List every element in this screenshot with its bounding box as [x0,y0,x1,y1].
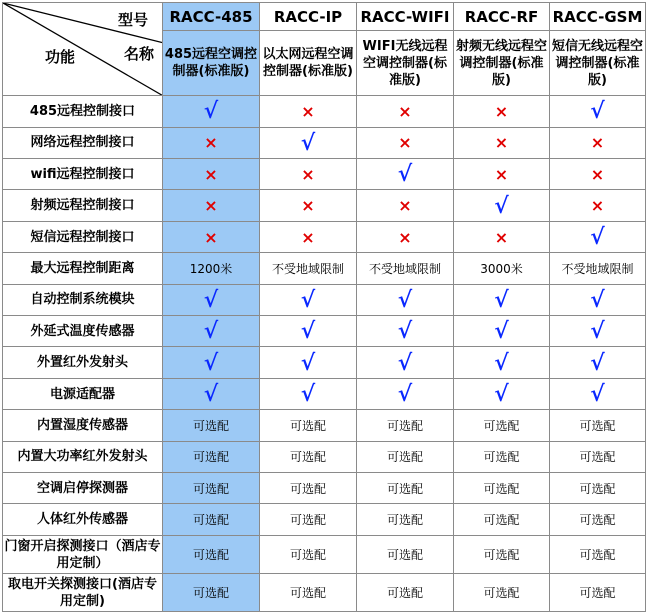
feature-label: 射频远程控制接口 [3,190,163,221]
check-mark-icon: √ [454,316,550,347]
table-row [3,284,646,315]
value-cell: 可选配 [357,410,454,441]
cross-mark-icon: × [163,221,260,252]
cross-mark-icon: × [357,221,454,252]
table-row [3,535,646,574]
feature-label: 485远程控制接口 [3,96,163,127]
table-row [3,574,646,612]
feature-label: 空调启停探测器 [3,473,163,504]
value-cell: 可选配 [357,504,454,535]
check-mark-icon: √ [357,159,454,190]
model-header-row [3,3,646,31]
cross-mark-icon: × [260,190,357,221]
feature-label: 外置红外发射头 [3,347,163,378]
value-cell: 可选配 [454,473,550,504]
feature-label: 内置湿度传感器 [3,410,163,441]
feature-label: 电源适配器 [3,378,163,409]
name-label: 名称 [123,45,154,63]
table-row [3,410,646,441]
check-mark-icon: √ [357,316,454,347]
check-mark-icon: √ [163,316,260,347]
table-row [3,347,646,378]
value-cell: 可选配 [454,441,550,472]
feature-label: 内置大功率红外发射头 [3,441,163,472]
cross-mark-icon: × [260,221,357,252]
check-mark-icon: √ [163,378,260,409]
check-mark-icon: √ [454,284,550,315]
check-mark-icon: √ [260,347,357,378]
check-mark-icon: √ [550,378,646,409]
check-mark-icon: √ [260,127,357,158]
value-cell: 可选配 [163,441,260,472]
cross-mark-icon: × [357,96,454,127]
table-row [3,96,646,127]
model-name-4: RACC-GSM [550,3,646,31]
value-cell: 可选配 [260,504,357,535]
table-row [3,127,646,158]
feature-label: 外延式温度传感器 [3,316,163,347]
feature-label: 最大远程控制距离 [3,253,163,284]
cross-mark-icon: × [550,127,646,158]
cross-mark-icon: × [454,159,550,190]
value-cell: 可选配 [260,574,357,612]
table-row [3,221,646,252]
check-mark-icon: √ [357,378,454,409]
value-cell: 可选配 [163,504,260,535]
check-mark-icon: √ [357,284,454,315]
model-name-1: RACC-IP [260,3,357,31]
check-mark-icon: √ [357,347,454,378]
feature-label: 自动控制系统模块 [3,284,163,315]
model-name-3: RACC-RF [454,3,550,31]
table-row [3,316,646,347]
value-cell: 可选配 [550,535,646,574]
table-row [3,378,646,409]
feature-label: 门窗开启探测接口（酒店专用定制） [3,535,163,574]
table-row [3,473,646,504]
feature-label: 短信远程控制接口 [3,221,163,252]
cross-mark-icon: × [163,159,260,190]
check-mark-icon: √ [550,316,646,347]
cross-mark-icon: × [260,96,357,127]
table-row [3,190,646,221]
cross-mark-icon: × [260,159,357,190]
model-desc-1: 以太网远程空调控制器(标准版) [260,31,357,96]
value-cell: 可选配 [550,504,646,535]
feature-label: 取电开关探测接口(酒店专用定制) [3,574,163,612]
value-cell: 可选配 [163,473,260,504]
value-cell: 可选配 [550,473,646,504]
cross-mark-icon: × [550,159,646,190]
check-mark-icon: √ [550,347,646,378]
value-cell: 可选配 [357,535,454,574]
check-mark-icon: √ [163,284,260,315]
value-cell: 可选配 [163,574,260,612]
feature-label: 人体红外传感器 [3,504,163,535]
value-cell: 可选配 [357,441,454,472]
function-label: 功能 [45,48,76,66]
model-desc-0: 485远程空调控制器(标准版) [163,31,260,96]
model-desc-3: 射频无线远程空调控制器(标准版) [454,31,550,96]
value-cell: 可选配 [550,574,646,612]
cross-mark-icon: × [454,96,550,127]
value-cell: 可选配 [260,473,357,504]
value-cell: 可选配 [260,535,357,574]
cross-mark-icon: × [357,190,454,221]
cross-mark-icon: × [357,127,454,158]
cross-mark-icon: × [163,127,260,158]
value-cell: 可选配 [454,535,550,574]
check-mark-icon: √ [550,221,646,252]
value-cell: 可选配 [550,410,646,441]
cross-mark-icon: × [454,221,550,252]
model-desc-4: 短信无线远程空调控制器(标准版) [550,31,646,96]
value-cell: 可选配 [454,410,550,441]
check-mark-icon: √ [454,190,550,221]
value-cell: 可选配 [163,535,260,574]
value-cell: 可选配 [260,441,357,472]
value-cell: 可选配 [454,504,550,535]
check-mark-icon: √ [454,378,550,409]
value-cell: 不受地域限制 [550,253,646,284]
feature-label: wifi远程控制接口 [3,159,163,190]
check-mark-icon: √ [260,284,357,315]
feature-label: 网络远程控制接口 [3,127,163,158]
comparison-table [2,2,646,612]
corner-header-cell [3,3,163,96]
check-mark-icon: √ [550,96,646,127]
check-mark-icon: √ [260,316,357,347]
value-cell: 可选配 [163,410,260,441]
check-mark-icon: √ [454,347,550,378]
model-name-2: RACC-WIFI [357,3,454,31]
value-cell: 不受地域限制 [260,253,357,284]
value-cell: 可选配 [260,410,357,441]
cross-mark-icon: × [454,127,550,158]
model-label: 型号 [117,11,148,29]
model-name-0: RACC-485 [163,3,260,31]
check-mark-icon: √ [163,347,260,378]
cross-mark-icon: × [550,190,646,221]
table-row [3,253,646,284]
table-row [3,159,646,190]
check-mark-icon: √ [550,284,646,315]
cross-mark-icon: × [163,190,260,221]
value-cell: 可选配 [454,574,550,612]
value-cell: 不受地域限制 [357,253,454,284]
value-cell: 可选配 [357,574,454,612]
model-desc-2: WIFI无线远程空调控制器(标准版) [357,31,454,96]
table-row [3,441,646,472]
check-mark-icon: √ [260,378,357,409]
value-cell: 可选配 [357,473,454,504]
table-row [3,504,646,535]
table-body [3,3,646,612]
value-cell: 1200米 [163,253,260,284]
check-mark-icon: √ [163,96,260,127]
value-cell: 可选配 [550,441,646,472]
value-cell: 3000米 [454,253,550,284]
